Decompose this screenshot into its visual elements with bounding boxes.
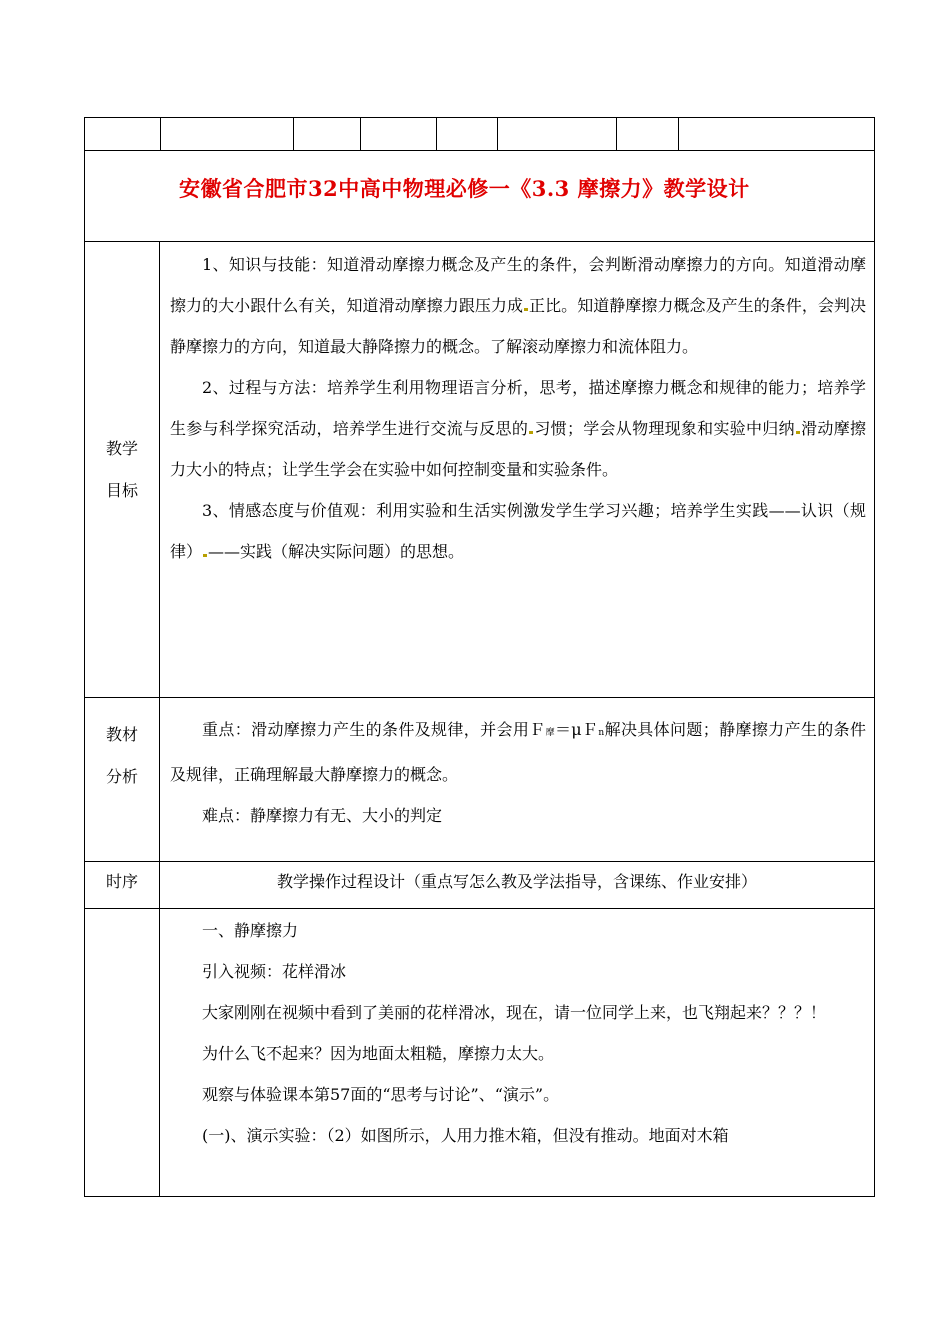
document-table <box>84 117 875 1197</box>
sequence-heading: 教学操作过程设计（重点写怎么教及学法指导，含课练、作业安排） <box>276 872 757 891</box>
sequence-row <box>84 862 875 909</box>
goal-attitude-text: 3、情感态度与价值观：利用实验和生活实例激发学生学习兴趣；培养学生实践——认识（规律） <box>170 501 866 561</box>
process-label-empty <box>85 909 160 1196</box>
goal-knowledge <box>170 244 866 367</box>
title-row <box>84 151 875 242</box>
goals-label <box>85 242 160 697</box>
process-line: 观察与体验课本第57面的“思考与讨论”、“演示”。 <box>202 1085 560 1104</box>
header-divider <box>360 118 361 150</box>
header-divider <box>436 118 437 150</box>
goal-process <box>170 367 866 490</box>
goals-content <box>160 242 874 697</box>
highlight-mark <box>529 431 533 434</box>
process-line: 引入视频：花样滑冰 <box>202 962 347 981</box>
material-label-line2: 分析 <box>105 767 138 786</box>
section-heading: 一、静摩擦力 <box>202 921 299 940</box>
material-analysis-row <box>84 698 875 862</box>
goal-attitude <box>170 490 866 572</box>
page-title: 安徽省合肥市32中高中物理必修一《3.3 摩擦力》教学设计 <box>179 176 750 201</box>
sequence-label: 时序 <box>85 862 160 908</box>
header-divider <box>160 118 161 150</box>
process-content <box>160 909 874 1196</box>
header-divider <box>616 118 617 150</box>
highlight-mark <box>203 554 207 557</box>
material-label <box>85 698 160 861</box>
process-row <box>84 909 875 1197</box>
highlight-mark <box>524 308 528 311</box>
process-line: 大家刚刚在视频中看到了美丽的花样滑冰，现在，请一位同学上来，也飞翔起来？？？！ <box>202 1003 827 1022</box>
goal-process-text-3: 滑动摩擦力大小的特点；让学生学会在实验中如何控制变量和实验条件。 <box>170 419 866 479</box>
key-point-text-2: 解决具体问题；静摩擦力产生的条件及规律，正确理解最大静摩擦力的概念。 <box>170 720 866 784</box>
goal-process-text-2: 习惯；学会从物理现象和实验中归纳 <box>534 419 795 438</box>
formula-subscript: n <box>598 728 605 738</box>
key-point-text: 重点：滑动摩擦力产生的条件及规律，并会用Ｆ <box>202 720 546 739</box>
difficulty: 难点：静摩擦力有无、大小的判定 <box>202 806 443 825</box>
goals-label-line1: 教学 <box>105 438 138 458</box>
teaching-goals-row <box>84 242 875 698</box>
material-label-line1: 教材 <box>105 725 138 744</box>
process-line: (一)、演示实验：（2）如图所示，人用力推木箱，但没有推动。地面对木箱 <box>202 1126 729 1145</box>
formula-subscript: 摩 <box>545 728 555 738</box>
highlight-mark <box>796 431 800 434</box>
process-line: 为什么飞不起来？因为地面太粗糙，摩擦力太大。 <box>202 1044 555 1063</box>
goal-knowledge-text: 1、知识与技能：知道滑动摩擦力概念及产生的条件，会判断滑动摩擦力的方向。知道滑动摩擦力的大小跟什么有关，知道滑动摩擦力跟压力成 <box>170 255 866 315</box>
key-point <box>170 709 866 795</box>
goals-label-line2: 目标 <box>105 480 138 500</box>
key-point-formula: ＝μＦ <box>554 720 599 739</box>
header-divider <box>497 118 498 150</box>
material-content <box>160 698 874 861</box>
header-divider <box>293 118 294 150</box>
header-blank-row <box>84 117 875 151</box>
goal-attitude-text-2: ——实践（解决实际问题）的思想。 <box>208 542 465 561</box>
goal-process-text: 2、过程与方法：培养学生利用物理语言分析，思考，描述摩擦力概念和规律的能力；培养学生参与科学探究活动，培养学生进行交流与反思的 <box>170 378 866 438</box>
header-divider <box>678 118 679 150</box>
goal-knowledge-text-2: 正比。知道静摩擦力概念及产生的条件，会判决静摩擦力的方向，知道最大静降擦力的概念。了解滚动摩擦力和流体阻力。 <box>170 296 866 356</box>
